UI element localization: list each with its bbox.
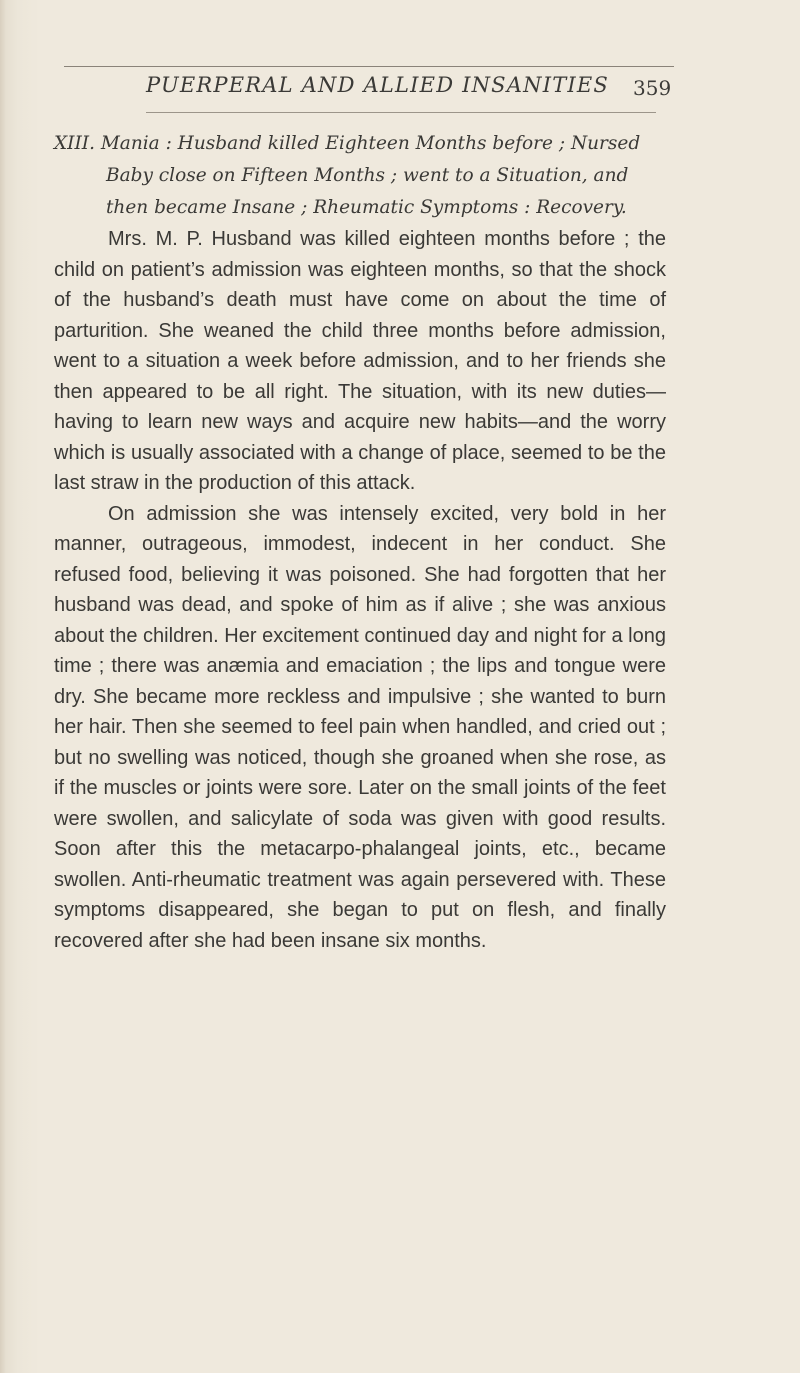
top-rule (64, 66, 674, 67)
running-head: PUERPERAL AND ALLIED INSANITIES (146, 73, 610, 97)
page-spine-shadow (0, 0, 6, 1373)
case-heading: XIII. Mania : Husband killed Eighteen Months before ; Nursed Baby close on Fifteen Months ; went to a Situation, and then became Insane ; Rheumatic Symptoms : Recovery. (54, 133, 641, 218)
header-rule (146, 112, 656, 113)
page-number: 359 (633, 76, 672, 100)
paragraph: On admission she was intensely excited, very bold in her manner, outrageous, immodest, indecent in her conduct. She refused food, believing it was poisoned. She had forgotten that her husband was dead, and spoke of him as if alive ; she was anxious about the children. Her excitement continued day and night for a long time ; there was anæmia and emaciation ; the lips and tongue were dry. She became more reckless and impulsive ; she wanted to burn her hair. Then she seemed to feel pain when handled, and cried out ; but no swelling was noticed, though she groaned when she rose, as if the muscles or joints were sore. Later on the small joints of the feet were swollen, and salicylate of soda was given with good results. Soon after this the metacarpo-phalangeal joints, etc., became swollen. Anti-rheumatic treatment was again persevered with. These symptoms disappeared, she began to put on flesh, and finally recovered after she had been insane six months. (54, 502, 666, 952)
paragraph: Mrs. M. P. Husband was killed eighteen months before ; the child on patient’s admission was eighteen months, so that the shock of the husband’s death must have come on about the time of parturition. She weaned the child three months before admission, went to a situation a week before admission, and to her friends she then appeared to be all right. The situation, with its new duties—having to learn new ways and acquire new habits—and the worry which is usually associated with a change of place, seemed to be the last straw in the production of this attack. (54, 228, 666, 494)
case-body (54, 224, 666, 956)
